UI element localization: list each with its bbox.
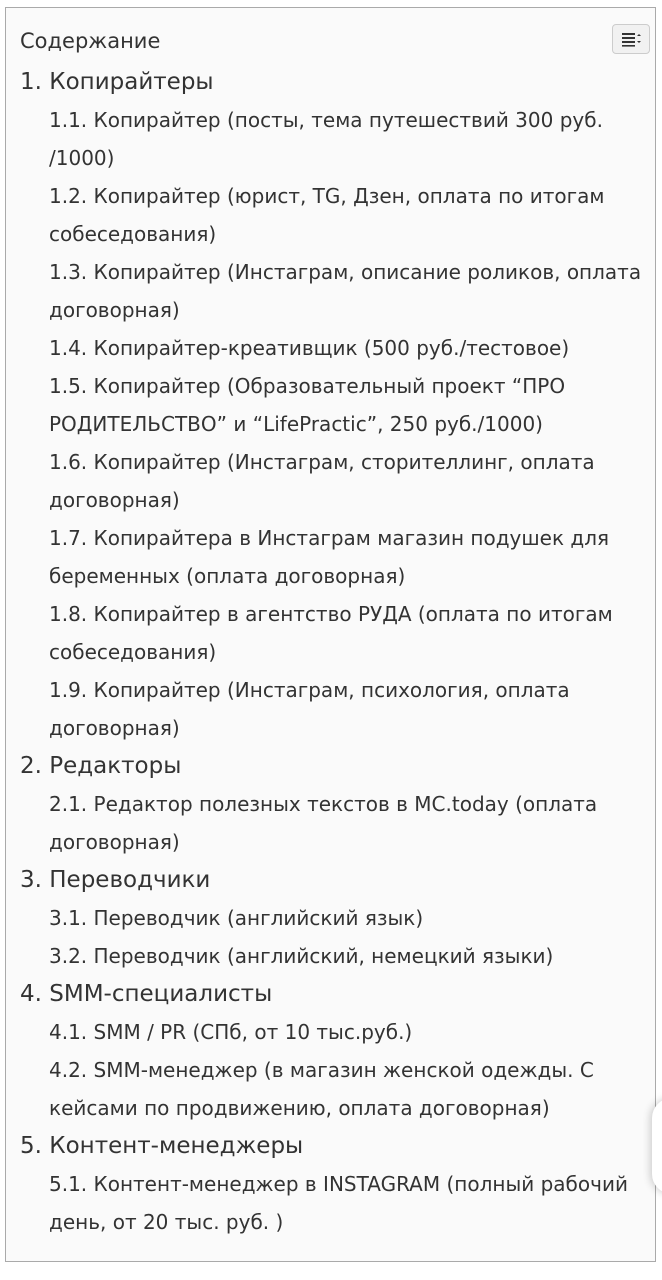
- toc-item-link[interactable]: 4.1. SMM / PR (СПб, от 10 тыс.руб.): [49, 1020, 413, 1044]
- toc-item-link[interactable]: 5.1. Контент-менеджер в INSTAGRAM (полный рабочий день, от 20 тыс. руб. ): [49, 1172, 628, 1234]
- toc-section: [20, 747, 655, 861]
- toc-item: [49, 1165, 655, 1241]
- toc-item: [49, 595, 655, 671]
- toc-subsection-list: [20, 1013, 655, 1127]
- toc-toggle-button[interactable]: [612, 24, 650, 54]
- toc-section-link[interactable]: 2. Редакторы: [20, 753, 182, 779]
- toc-item-link[interactable]: 1.5. Копирайтер (Образовательный проект “ПРО РОДИТЕЛЬСТВО” и “LifePractic”, 250 руб./1000): [49, 374, 566, 436]
- toc-item: [49, 443, 655, 519]
- toc-section-link[interactable]: 3. Переводчики: [20, 867, 211, 893]
- toc-section-link[interactable]: 4. SMM-специалисты: [20, 981, 273, 1007]
- toc-item: [49, 937, 655, 975]
- toc-section: [20, 63, 655, 747]
- floating-scroll-handle[interactable]: [652, 1098, 662, 1194]
- toc-item: [49, 1051, 655, 1127]
- table-of-contents: [5, 7, 656, 1262]
- toc-item-link[interactable]: 1.4. Копирайтер-креативщик (500 руб./тестовое): [49, 336, 570, 360]
- toc-item-link[interactable]: 1.6. Копирайтер (Инстаграм, сторителлинг, оплата договорная): [49, 450, 595, 512]
- toc-item-link[interactable]: 1.3. Копирайтер (Инстаграм, описание роликов, оплата договорная): [49, 260, 642, 322]
- toc-item-link[interactable]: 1.2. Копирайтер (юрист, TG, Дзен, оплата по итогам собеседования): [49, 184, 605, 246]
- toc-item-link[interactable]: 1.1. Копирайтер (посты, тема путешествий 300 руб. /1000): [49, 108, 603, 170]
- toc-item-link[interactable]: 2.1. Редактор полезных текстов в MC.today (оплата договорная): [49, 792, 598, 854]
- toc-subsection-list: [20, 899, 655, 975]
- toc-item: [49, 367, 655, 443]
- toc-item-link[interactable]: 3.1. Переводчик (английский язык): [49, 906, 424, 930]
- list-toggle-icon: [620, 31, 642, 47]
- toc-item: [49, 785, 655, 861]
- toc-section: [20, 975, 655, 1127]
- toc-item: [49, 1013, 655, 1051]
- toc-item-link[interactable]: 1.9. Копирайтер (Инстаграм, психология, оплата договорная): [49, 678, 570, 740]
- toc-section-link[interactable]: 1. Копирайтеры: [20, 69, 214, 95]
- toc-title: Содержание: [20, 29, 161, 53]
- toc-item: [49, 671, 655, 747]
- toc-item: [49, 519, 655, 595]
- toc-item: [49, 899, 655, 937]
- toc-subsection-list: [20, 101, 655, 747]
- toc-section: [20, 1127, 655, 1241]
- toc-subsection-list: [20, 785, 655, 861]
- toc-section-link[interactable]: 5. Контент-менеджеры: [20, 1133, 304, 1159]
- toc-section: [20, 861, 655, 975]
- toc-subsection-list: [20, 1165, 655, 1241]
- toc-item-link[interactable]: 1.7. Копирайтера в Инстаграм магазин подушек для беременных (оплата договорная): [49, 526, 610, 588]
- toc-item: [49, 329, 655, 367]
- toc-item: [49, 253, 655, 329]
- toc-item-link[interactable]: 4.2. SMM-менеджер (в магазин женской одежды. С кейсами по продвижению, оплата договорная): [49, 1058, 594, 1120]
- toc-item: [49, 101, 655, 177]
- toc-section-list: [20, 63, 655, 1241]
- toc-item-link[interactable]: 3.2. Переводчик (английский, немецкий языки): [49, 944, 554, 968]
- toc-item-link[interactable]: 1.8. Копирайтер в агентство РУДА (оплата по итогам собеседования): [49, 602, 613, 664]
- toc-item: [49, 177, 655, 253]
